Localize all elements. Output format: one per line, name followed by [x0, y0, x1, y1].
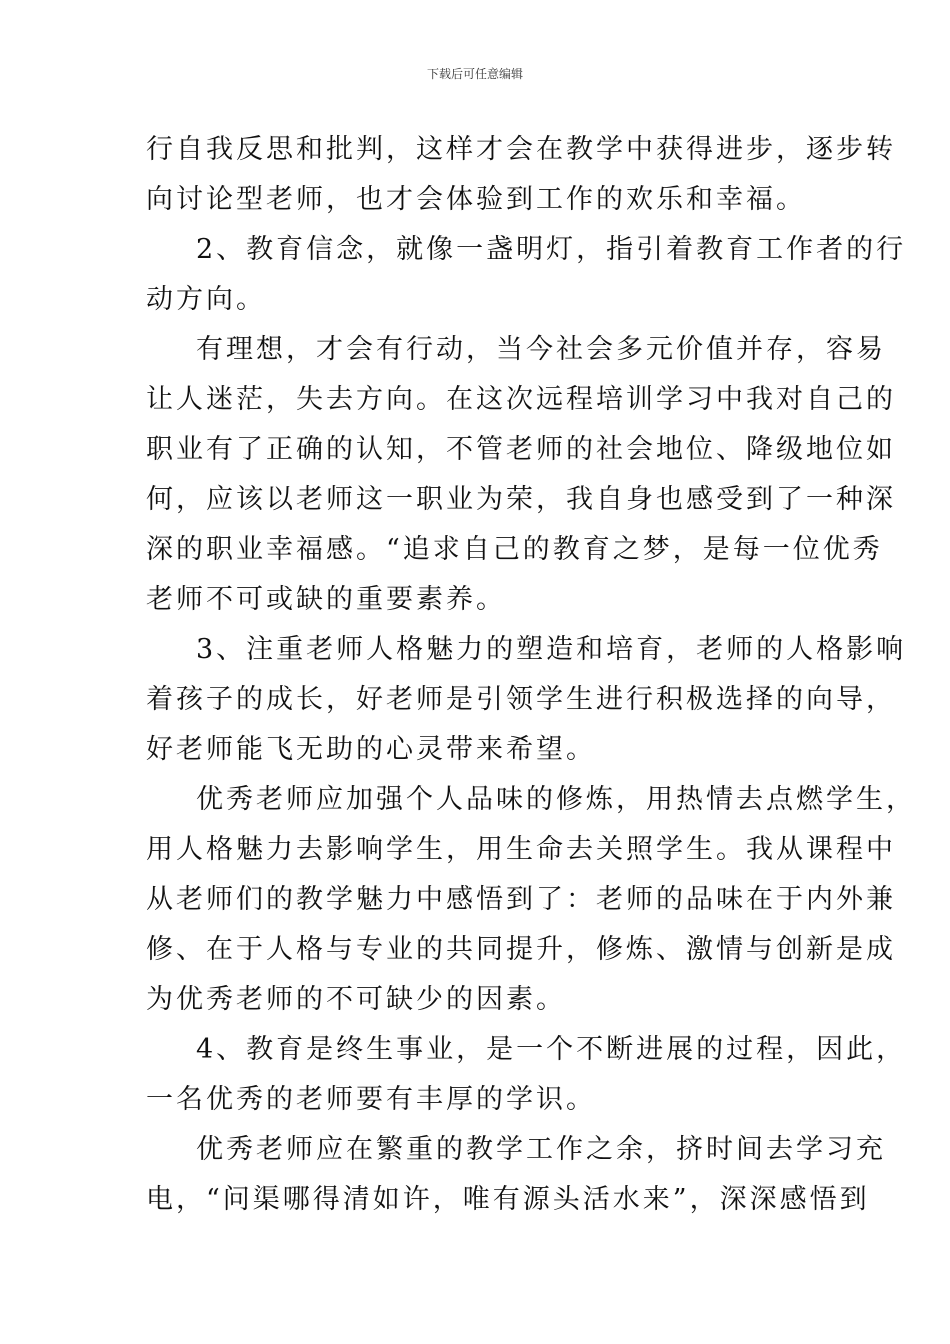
body-line: 优秀老师应在繁重的教学工作之余，挤时间去学习充	[196, 1134, 886, 1165]
page-header: 下载后可任意编辑	[426, 67, 523, 81]
body-line: 3、注重老师人格魅力的塑造和培育，老师的人格影响	[196, 634, 907, 665]
body-line: 为优秀老师的不可缺少的因素。	[146, 984, 566, 1015]
body-line: 何，应该以老师这一职业为荣，我自身也感受到了一种深	[146, 484, 896, 515]
body-line: 2、教育信念，就像一盏明灯，指引着教育工作者的行	[196, 234, 907, 265]
body-line: 从老师们的教学魅力中感悟到了：老师的品味在于内外兼	[146, 884, 896, 915]
body-line: 好老师能飞无助的心灵带来希望。	[146, 734, 596, 765]
body-line: 动方向。	[146, 284, 266, 315]
body-line: 让人迷茫，失去方向。在这次远程培训学习中我对自己的	[146, 384, 896, 415]
body-line: 修、在于人格与专业的共同提升，修炼、激情与创新是成	[146, 934, 896, 965]
body-line: 着孩子的成长，好老师是引领学生进行积极选择的向导，	[146, 684, 896, 715]
body-line: 向讨论型老师，也才会体验到工作的欢乐和幸福。	[146, 184, 806, 215]
body-line: 有理想，才会有行动，当今社会多元价值并存，容易	[196, 334, 886, 365]
body-line: 一名优秀的老师要有丰厚的学识。	[146, 1084, 596, 1115]
body-line: 深的职业幸福感。“追求自己的教育之梦，是每一位优秀	[146, 534, 883, 565]
body-line: 4、教育是终生事业，是一个不断进展的过程，因此，	[196, 1034, 907, 1065]
body-line: 职业有了正确的认知，不管老师的社会地位、降级地位如	[146, 434, 896, 465]
body-line: 老师不可或缺的重要素养。	[146, 584, 506, 615]
body-line: 电，“问渠哪得清如许，唯有源头活水来”，深深感悟到	[146, 1184, 870, 1215]
body-line: 行自我反思和批判，这样才会在教学中获得进步，逐步转	[146, 134, 896, 165]
body-line: 用人格魅力去影响学生，用生命去关照学生。我从课程中	[146, 834, 896, 865]
body-line: 优秀老师应加强个人品味的修炼，用热情去点燃学生，	[196, 784, 916, 815]
